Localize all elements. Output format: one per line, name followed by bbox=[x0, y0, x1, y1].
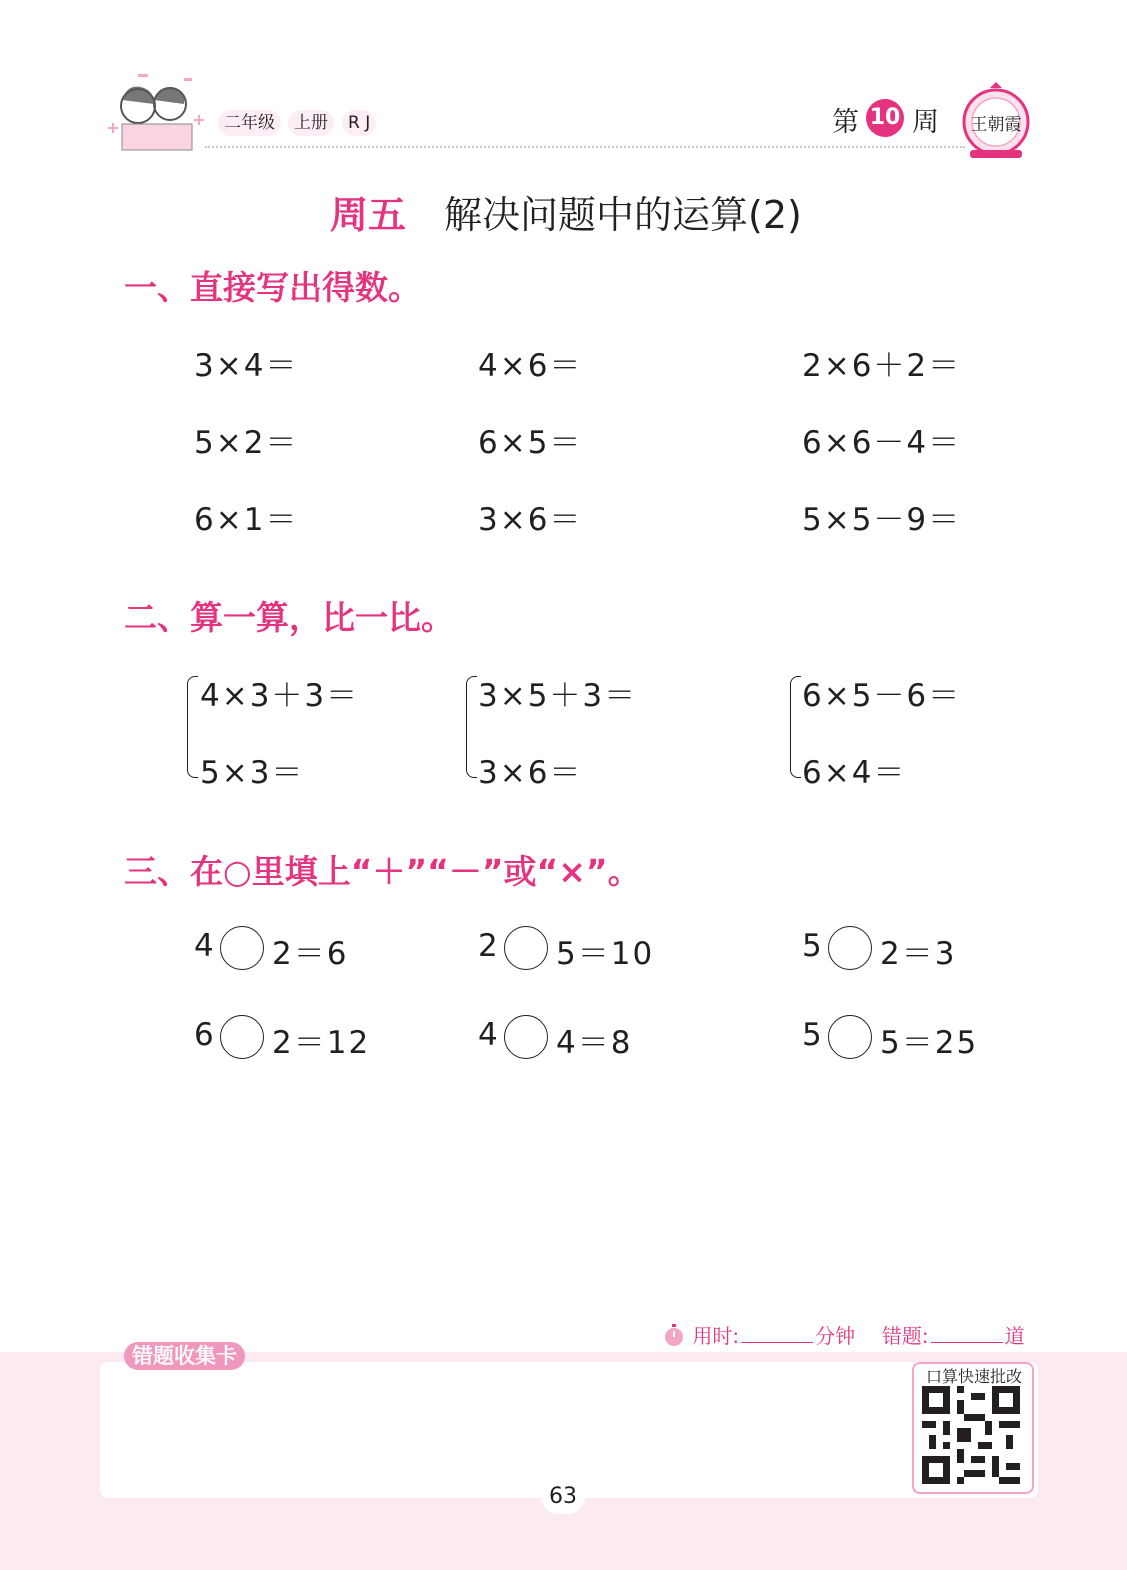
brand-seal-logo bbox=[960, 80, 1032, 160]
operator-circle[interactable] bbox=[220, 926, 264, 970]
s3-rest: 2＝6 bbox=[272, 936, 349, 972]
section2-heading: 二、算一算，比一比。 bbox=[124, 598, 454, 637]
week-suffix: 周 bbox=[912, 107, 939, 138]
section1-heading: 一、直接写出得数。 bbox=[124, 268, 421, 307]
timer-row bbox=[662, 1320, 1025, 1349]
s3-operand: 5 bbox=[802, 928, 824, 964]
s2-eq-bottom: 6×4＝ bbox=[802, 755, 907, 791]
time-unit: 分钟 bbox=[815, 1324, 856, 1348]
s1-eq: 5×2＝ bbox=[194, 425, 299, 461]
errors-unit: 道 bbox=[1004, 1324, 1025, 1348]
s1-eq: 6×5＝ bbox=[478, 425, 583, 461]
qr-code-icon[interactable] bbox=[922, 1386, 1020, 1484]
page-number: 63 bbox=[541, 1480, 585, 1514]
s1-eq: 5×5－9＝ bbox=[802, 502, 962, 538]
s3-operand: 2 bbox=[478, 928, 500, 964]
week-prefix: 第 bbox=[832, 107, 859, 138]
brace bbox=[187, 676, 198, 778]
brace bbox=[466, 676, 477, 778]
s1-eq: 3×4＝ bbox=[194, 348, 299, 384]
s2-eq-bottom: 3×6＝ bbox=[478, 755, 583, 791]
mistake-collection-label: 错题收集卡 bbox=[124, 1342, 245, 1370]
operator-circle[interactable] bbox=[828, 1015, 872, 1059]
volume-tag: 上册 bbox=[288, 110, 334, 136]
s2-eq-top: 4×3＋3＝ bbox=[200, 678, 360, 714]
operator-circle[interactable] bbox=[504, 926, 548, 970]
operator-circle[interactable] bbox=[220, 1015, 264, 1059]
s3-rest: 5＝10 bbox=[556, 936, 655, 972]
s1-eq: 6×1＝ bbox=[194, 502, 299, 538]
stopwatch-icon bbox=[662, 1323, 686, 1347]
children-illustration bbox=[108, 70, 208, 156]
brace bbox=[790, 676, 801, 778]
time-label: 用时: bbox=[692, 1324, 740, 1348]
s3-rest: 4＝8 bbox=[556, 1025, 633, 1061]
s2-eq-top: 3×5＋3＝ bbox=[478, 678, 638, 714]
page-title: 解决问题中的运算(2) bbox=[444, 193, 802, 237]
time-blank[interactable] bbox=[741, 1342, 813, 1343]
qr-label: 口算快速批改 bbox=[926, 1367, 1023, 1386]
s3-operand: 5 bbox=[802, 1017, 824, 1053]
errors-blank[interactable] bbox=[931, 1342, 1003, 1343]
s1-eq: 6×6－4＝ bbox=[802, 425, 962, 461]
title-day: 周五 bbox=[330, 193, 407, 237]
s1-eq: 3×6＝ bbox=[478, 502, 583, 538]
s2-eq-bottom: 5×3＝ bbox=[200, 755, 305, 791]
section3-heading: 三、在○里填上“＋”“－”或“×”。 bbox=[124, 852, 641, 891]
mistake-collection-area[interactable] bbox=[100, 1362, 1038, 1498]
edition-tag: R J bbox=[342, 110, 376, 136]
s3-operand: 4 bbox=[478, 1017, 500, 1053]
s3-operand: 4 bbox=[194, 928, 216, 964]
s2-eq-top: 6×5－6＝ bbox=[802, 678, 962, 714]
operator-circle[interactable] bbox=[828, 926, 872, 970]
s3-rest: 2＝3 bbox=[880, 936, 957, 972]
grade-tag: 二年级 bbox=[218, 110, 281, 136]
s3-rest: 2＝12 bbox=[272, 1025, 371, 1061]
s1-eq: 4×6＝ bbox=[478, 348, 583, 384]
brand-name: 王朝霞 bbox=[970, 115, 1022, 135]
operator-circle[interactable] bbox=[504, 1015, 548, 1059]
header-divider bbox=[205, 146, 965, 148]
s3-operand: 6 bbox=[194, 1017, 216, 1053]
s3-rest: 5＝25 bbox=[880, 1025, 979, 1061]
errors-label: 错题: bbox=[881, 1324, 929, 1348]
week-number-badge: 10 bbox=[866, 99, 904, 137]
s1-eq: 2×6＋2＝ bbox=[802, 348, 962, 384]
